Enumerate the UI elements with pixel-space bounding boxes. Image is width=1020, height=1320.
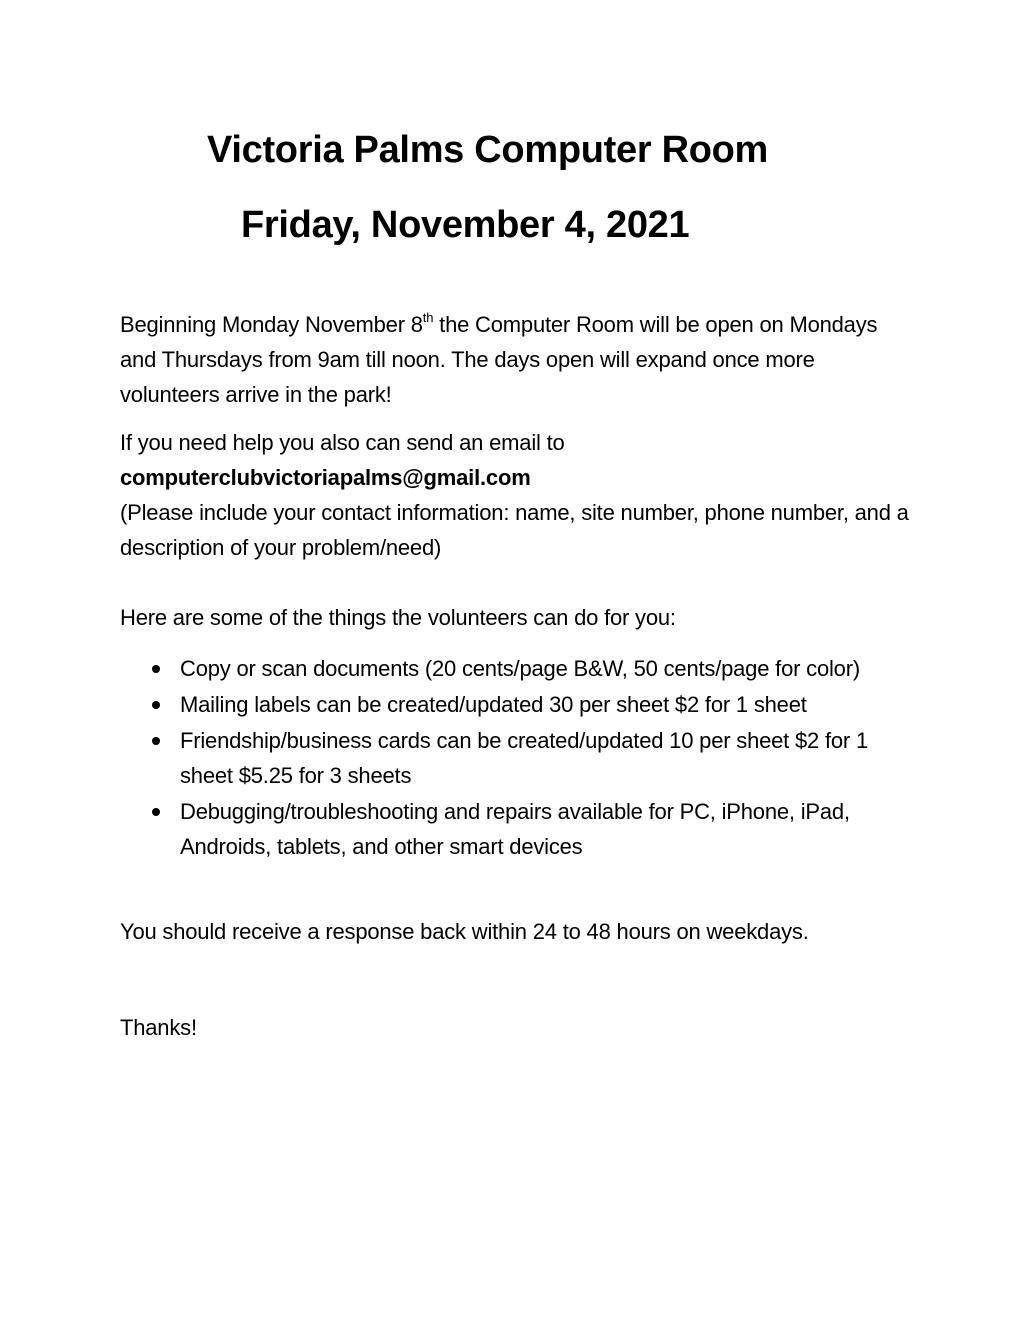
intro-paragraph [120,307,910,412]
email-address: computerclubvictoriapalms@gmail.com [120,465,531,490]
bullet-icon [152,665,160,673]
list-item [120,687,910,722]
help-note: (Please include your contact information: name, site number, phone number, and a description of your problem/need) [120,500,909,560]
bullet-icon [152,808,160,816]
services-list [120,651,910,865]
services-heading: Here are some of the things the volunteers can do for you: [120,605,676,630]
bullet-icon [152,701,160,709]
intro-suffix: the Computer Room will be open on Mondays and Thursdays from 9am till noon. The days open will expand once more volunteers arrive in the park! [120,312,878,407]
list-item-text: Mailing labels can be created/updated 30 per sheet $2 for 1 sheet [180,692,807,717]
intro-prefix: Beginning Monday November 8 [120,312,423,337]
list-item-text: Friendship/business cards can be created/updated 10 per sheet $2 for 1 sheet $5.25 for 3 sheets [180,728,869,788]
bullet-icon [152,737,160,745]
page-title: Victoria Palms Computer Room [207,129,769,171]
help-line: If you need help you also can send an email to [120,430,565,455]
list-item [120,651,910,686]
help-paragraph [120,425,910,565]
intro-superscript: th [422,309,434,325]
response-paragraph: You should receive a response back within 24 to 48 hours on weekdays. [120,919,809,944]
page-date: Friday, November 4, 2021 [241,204,690,246]
list-item-text: Copy or scan documents (20 cents/page B&W, 50 cents/page for color) [180,656,860,681]
list-item-text: Debugging/troubleshooting and repairs available for PC, iPhone, iPad, Androids, tablets, and other smart devices [180,799,850,859]
list-item [120,794,910,864]
closing-text: Thanks! [120,1015,197,1040]
list-item [120,723,910,793]
